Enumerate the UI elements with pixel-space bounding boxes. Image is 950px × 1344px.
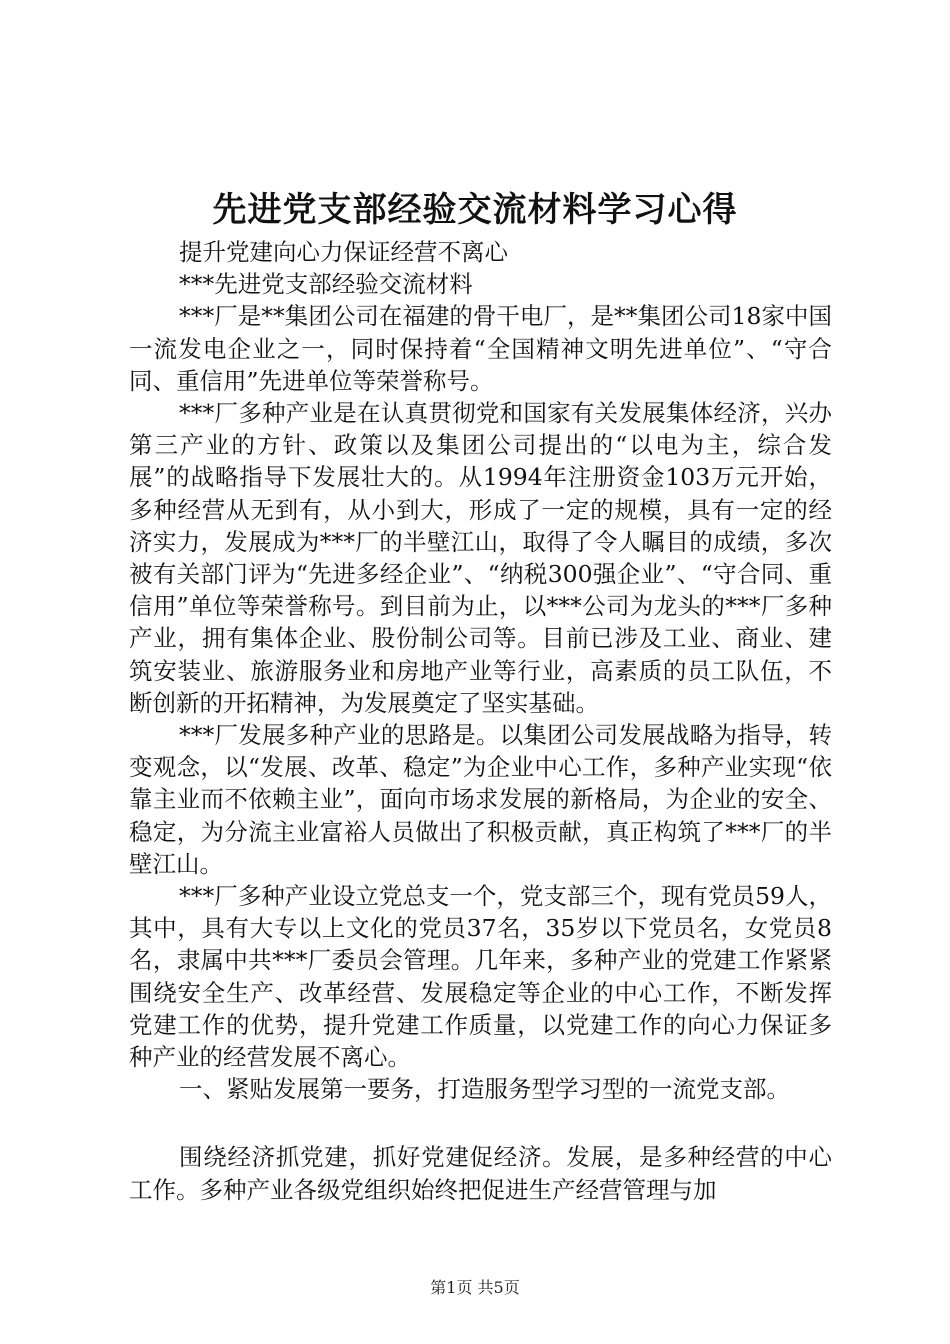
page-title: 先进党支部经验交流材料学习心得 <box>212 190 738 230</box>
body-paragraph: 围绕经济抓党建，抓好党建促经济。发展，是多种经营的中心工作。多种产业各级党组织始终把促进生产经营管理与加 <box>129 1143 832 1204</box>
section-heading: 一、紧贴发展第一要务，打造服务型学习型的一流党支部。 <box>179 1075 790 1104</box>
body-paragraph: ***厂是**集团公司在福建的骨干电厂，是**集团公司18家中国一流发电企业之一，同时保持着“全国精神文明先进单位”、“守合同、重信用”先进单位等荣誉称号。 <box>129 302 832 395</box>
body-paragraph: ***厂多种产业设立党总支一个，党支部三个，现有党员59人，其中，具有大专以上文化的党员37名，35岁以下党员名，女党员8名，隶属中共***厂委员会管理。几年来，多种产业的党建工作紧紧围绕安全生产、改革经营、发展稳定等企业的中心工作，不断发挥党建工作的优势，提升党建工作质量，以党建工作的向心力保证多种产业的经营发展不离心。 <box>129 882 832 1072</box>
subtitle-line: 提升党建向心力保证经营不离心 <box>179 238 508 266</box>
page-footer: 第1页 共5页 <box>430 1278 520 1297</box>
subtitle-line: ***先进党支部经验交流材料 <box>179 270 473 299</box>
body-paragraph: ***厂发展多种产业的思路是。以集团公司发展战略为指导，转变观念，以“发展、改革、稳定”为企业中心工作，多种产业实现“依靠主业而不依赖主业”，面向市场求发展的新格局，为企业的安全、稳定，为分流主业富裕人员做出了积极贡献，真正构筑了***厂的半壁江山。 <box>129 721 832 878</box>
document-body <box>129 236 832 1206</box>
body-paragraph: ***厂多种产业是在认真贯彻党和国家有关发展集体经济，兴办第三产业的方针、政策以及集团公司提出的“以电为主，综合发展”的战略指导下发展壮大的。从1994年注册资金103万元开始，多种经营从无到有，从小到大，形成了一定的规模，具有一定的经济实力，发展成为***厂的半壁江山，取得了令人瞩目的成绩，多次被有关部门评为“先进多经企业”、“纳税300强企业”、“守合同、重信用”单位等荣誉称号。到目前为止，以***公司为龙头的***厂多种产业，拥有集体企业、股份制公司等。目前已涉及工业、商业、建筑安装业、旅游服务业和房地产业等行业，高素质的员工队伍，不断创新的开拓精神，为发展奠定了坚实基础。 <box>129 399 832 717</box>
